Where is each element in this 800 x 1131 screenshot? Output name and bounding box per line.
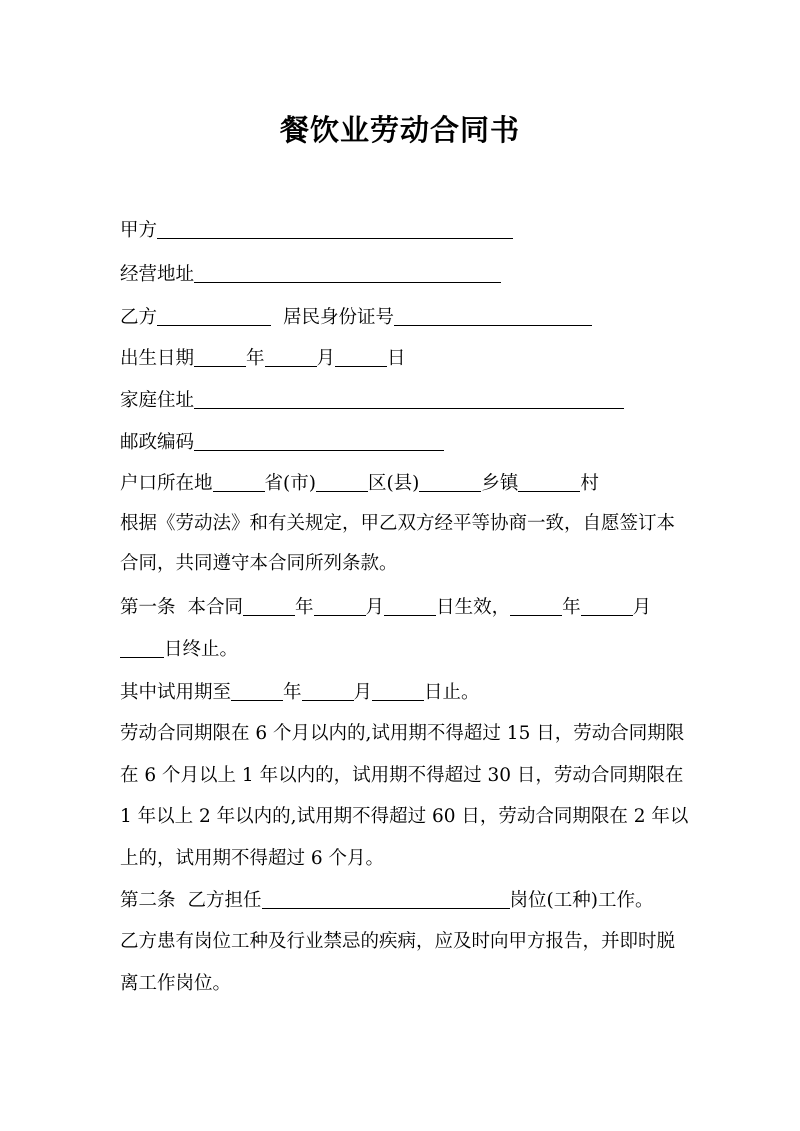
start-year-unit: 年 <box>295 597 314 618</box>
household-label: 户口所在地 <box>120 473 213 494</box>
year-unit: 年 <box>246 348 265 369</box>
article-1-terminate: 日终止。 <box>164 639 239 660</box>
party-b-blank[interactable] <box>157 305 271 326</box>
article-1-row <box>120 595 651 620</box>
probation-rule-line-2: 在 6 个月以上 1 年以内的，试用期不得超过 30 日，劳动合同期限在 <box>120 765 684 786</box>
party-b-row <box>120 305 592 330</box>
start-year-blank[interactable] <box>243 595 295 616</box>
probation-month-unit: 月 <box>353 682 373 703</box>
probation-rule-line-4: 上的，试用期不得超过 6 个月。 <box>120 848 385 869</box>
article-2-row <box>120 888 653 913</box>
home-address-row <box>120 388 624 413</box>
id-number-label: 居民身份证号 <box>283 307 395 328</box>
probation-end: 日止。 <box>424 682 480 703</box>
probation-row <box>120 680 480 705</box>
article-1-effective: 日生效， <box>436 597 511 618</box>
article-2-text: 乙方担任 <box>187 890 262 911</box>
article-2-label: 第二条 <box>120 890 176 911</box>
month-unit: 月 <box>316 348 336 369</box>
end-day-blank[interactable] <box>120 637 164 658</box>
id-number-blank[interactable] <box>394 305 592 326</box>
probation-year-unit: 年 <box>283 682 302 703</box>
party-a-row <box>120 218 513 243</box>
article-2-suffix: 岗位(工种)工作。 <box>509 890 654 911</box>
article-1-contract: 本合同 <box>187 597 244 618</box>
village-unit: 村 <box>580 473 599 494</box>
position-blank[interactable] <box>262 888 510 909</box>
province-blank[interactable] <box>213 471 265 492</box>
start-month-unit: 月 <box>365 597 385 618</box>
start-day-blank[interactable] <box>384 595 436 616</box>
town-blank[interactable] <box>419 471 481 492</box>
preamble-line-1: 根据《劳动法》和有关规定，甲乙双方经平等协商一致，自愿签订本 <box>120 513 676 534</box>
article-2-note-line-2: 离工作岗位。 <box>120 973 232 994</box>
town-unit: 乡镇 <box>481 473 519 494</box>
business-address-blank[interactable] <box>194 262 501 283</box>
home-address-blank[interactable] <box>194 388 624 409</box>
birth-date-row <box>120 346 406 371</box>
birth-day-blank[interactable] <box>335 346 387 367</box>
postal-code-blank[interactable] <box>194 430 444 451</box>
district-unit: 区(县) <box>367 473 420 494</box>
postal-code-label: 邮政编码 <box>120 432 195 453</box>
probation-day-blank[interactable] <box>372 680 424 701</box>
party-b-label: 乙方 <box>120 307 158 328</box>
party-a-blank[interactable] <box>157 218 513 239</box>
birth-month-blank[interactable] <box>265 346 317 367</box>
end-month-unit: 月 <box>632 597 652 618</box>
article-1-label: 第一条 <box>120 597 176 618</box>
article-1-end-row <box>120 637 238 662</box>
document-title: 餐饮业劳动合同书 <box>279 113 520 147</box>
probation-rule-line-1: 劳动合同期限在 6 个月以内的,试用期不得超过 15 日，劳动合同期限 <box>120 723 685 744</box>
preamble-line-2: 合同，共同遵守本合同所列条款。 <box>120 553 398 574</box>
probation-year-blank[interactable] <box>231 680 283 701</box>
district-blank[interactable] <box>316 471 368 492</box>
home-address-label: 家庭住址 <box>120 390 195 411</box>
village-blank[interactable] <box>518 471 580 492</box>
birth-year-blank[interactable] <box>194 346 246 367</box>
probation-label: 其中试用期至 <box>120 682 232 703</box>
business-address-label: 经营地址 <box>120 264 195 285</box>
business-address-row <box>120 262 501 287</box>
end-month-blank[interactable] <box>581 595 633 616</box>
household-row <box>120 471 599 496</box>
probation-rule-line-3: 1 年以上 2 年以内的,试用期不得超过 60 日，劳动合同期限在 2 年以 <box>120 806 689 827</box>
party-a-label: 甲方 <box>120 220 158 241</box>
day-unit: 日 <box>387 348 406 369</box>
end-year-blank[interactable] <box>510 595 562 616</box>
birth-date-label: 出生日期 <box>120 348 195 369</box>
end-year-unit: 年 <box>562 597 581 618</box>
article-2-note-line-1: 乙方患有岗位工种及行业禁忌的疾病，应及时向甲方报告，并即时脱 <box>120 931 676 952</box>
province-unit: 省(市) <box>264 473 316 494</box>
start-month-blank[interactable] <box>314 595 366 616</box>
postal-code-row <box>120 430 444 455</box>
probation-month-blank[interactable] <box>302 680 354 701</box>
